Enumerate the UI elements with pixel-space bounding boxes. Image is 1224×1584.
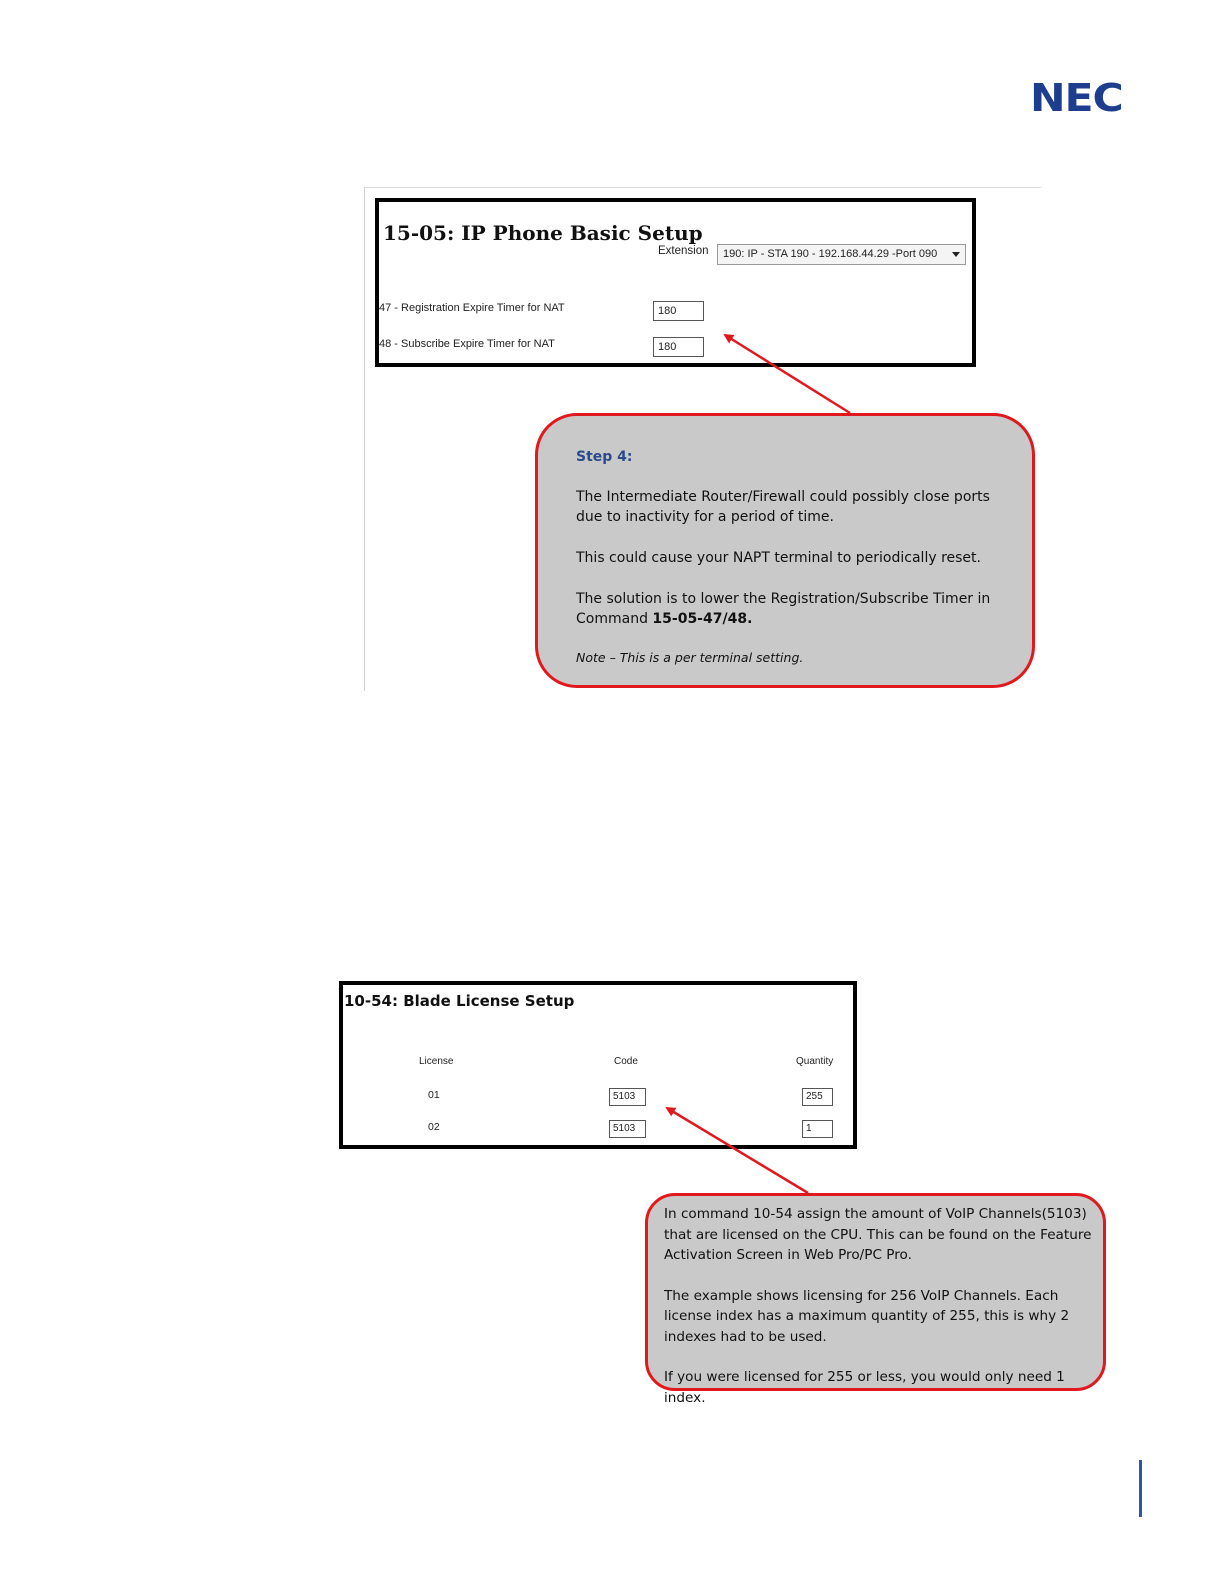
license-paragraph-1: In command 10-54 assign the amount of VoIP Channels(5103) that are licensed on the CPU. This can be found on the Feature Activation Screen in Web Pro/PC Pro. — [664, 1206, 1092, 1263]
license-row-1-quantity-input[interactable]: 255 — [802, 1088, 833, 1106]
license-row-2-index: 02 — [428, 1121, 440, 1133]
registration-timer-label: 47 - Registration Expire Timer for NAT — [379, 302, 565, 314]
step4-heading: Step 4: — [576, 449, 633, 465]
subscribe-timer-label: 48 - Subscribe Expire Timer for NAT — [379, 338, 555, 350]
nec-logo: NEC — [1030, 76, 1123, 120]
license-row-1-index: 01 — [428, 1089, 440, 1101]
step4-paragraph-2: This could cause your NAPT terminal to periodically reset. — [576, 550, 981, 566]
subscribe-timer-input[interactable]: 180 — [653, 337, 704, 357]
step4-note: Note – This is a per terminal setting. — [576, 650, 804, 665]
extension-select-value: 190: IP - STA 190 - 192.168.44.29 -Port 090 — [723, 248, 938, 260]
quantity-column-header: Quantity — [796, 1056, 834, 1067]
step4-paragraph-1: The Intermediate Router/Firewall could possibly close ports due to inactivity for a period of time. — [576, 489, 990, 525]
license-arrow — [667, 1108, 808, 1193]
step4-solution-command: 15-05-47/48. — [652, 611, 753, 627]
license-row-1-code-input[interactable]: 5103 — [609, 1088, 646, 1106]
license-row-2-code-input[interactable]: 5103 — [609, 1120, 646, 1138]
blade-license-title: 10-54: Blade License Setup — [344, 992, 575, 1010]
license-row-2-quantity-input[interactable]: 1 — [802, 1120, 833, 1138]
step4-solution-text: The solution is to lower the Registration/Subscribe Timer in Command — [576, 591, 991, 627]
license-paragraph-3: If you were licensed for 255 or less, you would only need 1 index. — [664, 1369, 1065, 1406]
ip-phone-setup-title: 15-05: IP Phone Basic Setup — [383, 221, 703, 245]
code-column-header: Code — [614, 1056, 638, 1067]
license-column-header: License — [419, 1056, 454, 1067]
license-paragraph-2: The example shows licensing for 256 VoIP Channels. Each license index has a maximum quantity of 255, this is why 2 indexes had to be used. — [664, 1287, 1070, 1345]
registration-timer-input[interactable]: 180 — [653, 301, 704, 321]
extension-label: Extension — [658, 245, 709, 257]
footer-rule — [1139, 1460, 1142, 1517]
step4-arrow — [725, 335, 850, 413]
